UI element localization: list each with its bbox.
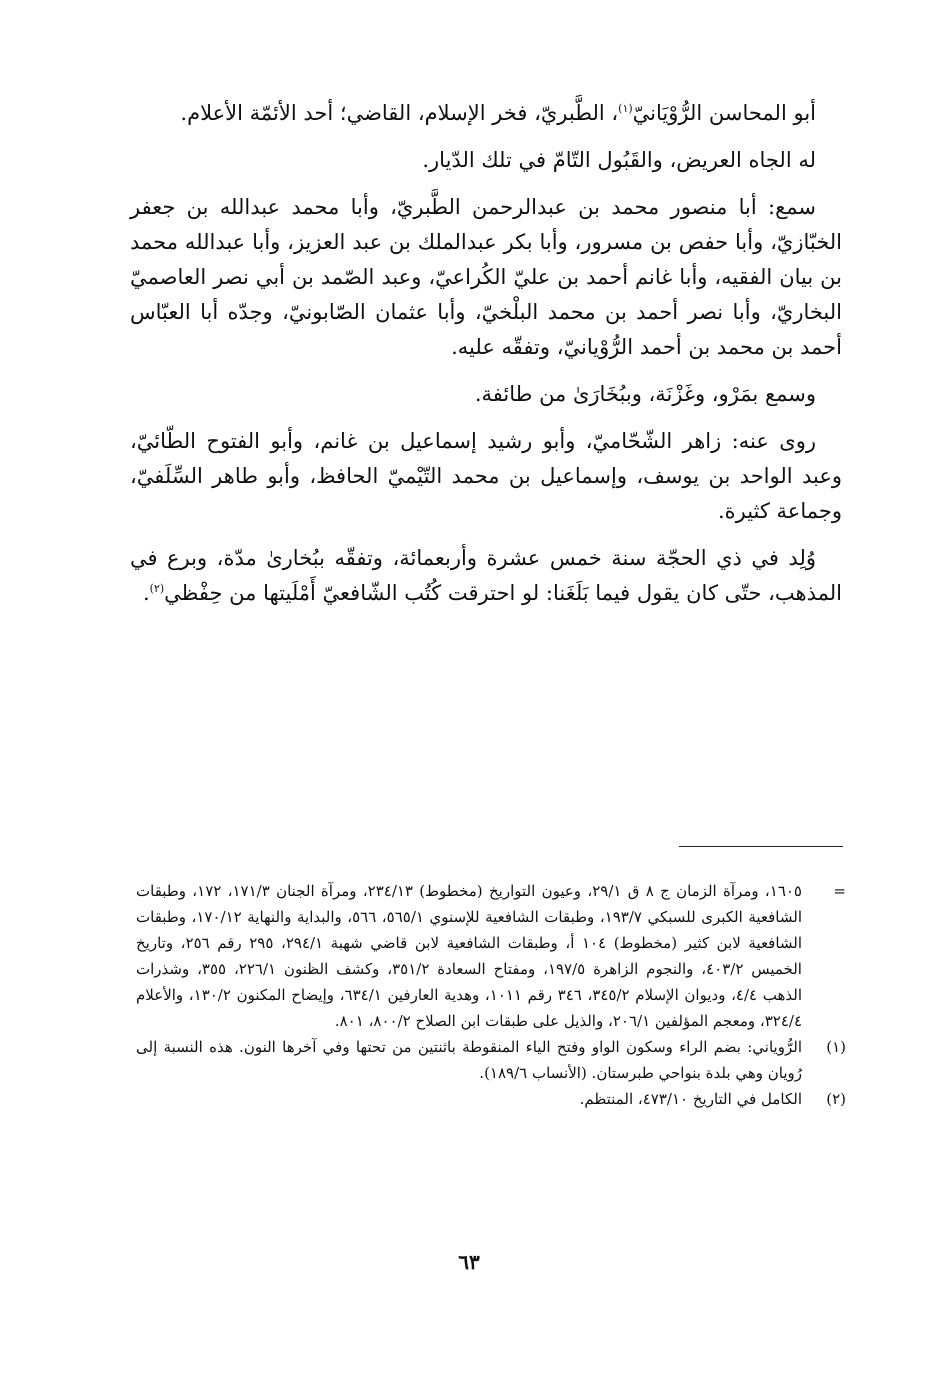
paragraph-1 <box>130 96 842 131</box>
main-text <box>130 96 842 623</box>
footnote-ref-1[interactable]: (١) <box>618 102 633 115</box>
paragraph-1-rest: ، الطَّبريّ، فخر الإسلام، القاضي؛ أحد الأئمّة الأعلام. <box>180 101 619 125</box>
paragraph-6 <box>130 541 842 611</box>
paragraph-6-text: وُلِد في ذي الحجّة سنة خمس عشرة وأربعمائة، وتفقّه ببُخارىٰ مدّة، وبرع في المذهب، حتّى كان يقول فيما بَلَغَنا: لو احترقت كُتُب الشّافعيّ أَمْلَيتها من حِفْظي <box>130 546 842 605</box>
footnote-2 <box>136 1086 846 1112</box>
paragraph-6-end: . <box>142 581 150 605</box>
paragraph-5: روى عنه: زاهر الشّحّاميّ، وأبو رشيد إسماعيل بن غانم، وأبو الفتوح الطّائيّ، وعبد الواحد بن يوسف، وإسماعيل بن محمد التّيْميّ الحافظ، وأبو طاهر السِّلَفيّ، وجماعة كثيرة. <box>130 429 842 523</box>
footnotes <box>136 878 846 1112</box>
footnote-continuation-marker: = <box>833 882 846 900</box>
footnote-1-text: الرُّوياني: بضم الراء وسكون الواو وفتح الياء المنقوطة باثنتين من تحتها وفي آخرها النون. هذه النسبة إلى رُويان وهي بلدة بنواحي طبرستان. (الأنساب ١٨٩/٦). <box>136 1038 802 1082</box>
footnote-1 <box>136 1034 846 1086</box>
footnote-ref-2[interactable]: (٢) <box>149 582 165 595</box>
page-number: ٦٣ <box>458 1250 480 1274</box>
paragraph-4: وسمع بمَرْو، وغَزْنَة، وببُخَارَىٰ من طائفة. <box>474 382 816 406</box>
footnote-continuation <box>136 878 846 1034</box>
footnote-continuation-text: ١٦٠٥، ومرآة الزمان ج ٨ ق ٢٩/١، وعيون التواريخ (مخطوط) ٢٣٤/١٣، ومرآة الجنان ١٧١/٣، ١٧٢، وطبقات الشافعية الكبرى للسبكي ١٩٣/٧، وطبقات الشافعية للإسنوي ٥٦٥/١، ٥٦٦، والبداية والنهاية ١٧٠/١٢، وطبقات الشافعية لابن كثير (مخطوط) ١٠٤ أ، وطبقات الشافعية لابن قاضي شهبة ٢٩٤/١، ٢٩٥ رقم ٢٥٦، وتاريخ الخميس ٤٠٣/٢، والنجوم الزاهرة ١٩٧/٥، ومفتاح السعادة ٣٥١/٢، وكشف الظنون ٢٢٦/١، ٣٥٥، وشذرات الذهب ٤/٤، وديوان الإسلام ٣٤٥/٢، ٣٤٦ رقم ١٠١١، وهدية العارفين ٦٣٤/١، وإيضاح المكنون ١٣٠/٢، والأعلام ٣٢٤/٤، ومعجم المؤلفين ٢٠٦/١، والذيل على طبقات ابن الصلاح ٨٠٠/٢، ٨٠١. <box>136 882 803 1030</box>
footnote-2-marker: (٢) <box>826 1090 846 1108</box>
footnote-divider <box>679 846 843 847</box>
footnote-1-marker: (١) <box>826 1038 846 1056</box>
footnote-2-text: الكامل في التاريخ ٤٧٣/١٠، المنتظم. <box>579 1090 802 1108</box>
paragraph-2: له الجاه العريض، والقَبُول التّامّ في تلك الدّيار. <box>422 148 816 172</box>
paragraph-1-start: أبو المحاسن الرُّوْيَانيّ <box>632 101 816 125</box>
paragraph-3: سمع: أبا منصور محمد بن عبدالرحمن الطَّبريّ، وأبا محمد عبدالله بن جعفر الخبّازيّ، وأبا حفص بن مسرور، وأبا بكر عبدالملك بن عبد العزيز، وأبا عبدالله محمد بن بيان الفقيه، وأبا غانم أحمد بن عليّ الكُراعيّ، وعبد الصّمد بن أبي نصر العاصميّ البخاريّ، وأبا نصر أحمد بن محمد البلْخيّ، وأبا عثمان الصّابونيّ، وجدّه أبا العبّاس أحمد بن محمد بن أحمد الرُّوْيانيّ، وتفقّه عليه. <box>130 195 842 359</box>
